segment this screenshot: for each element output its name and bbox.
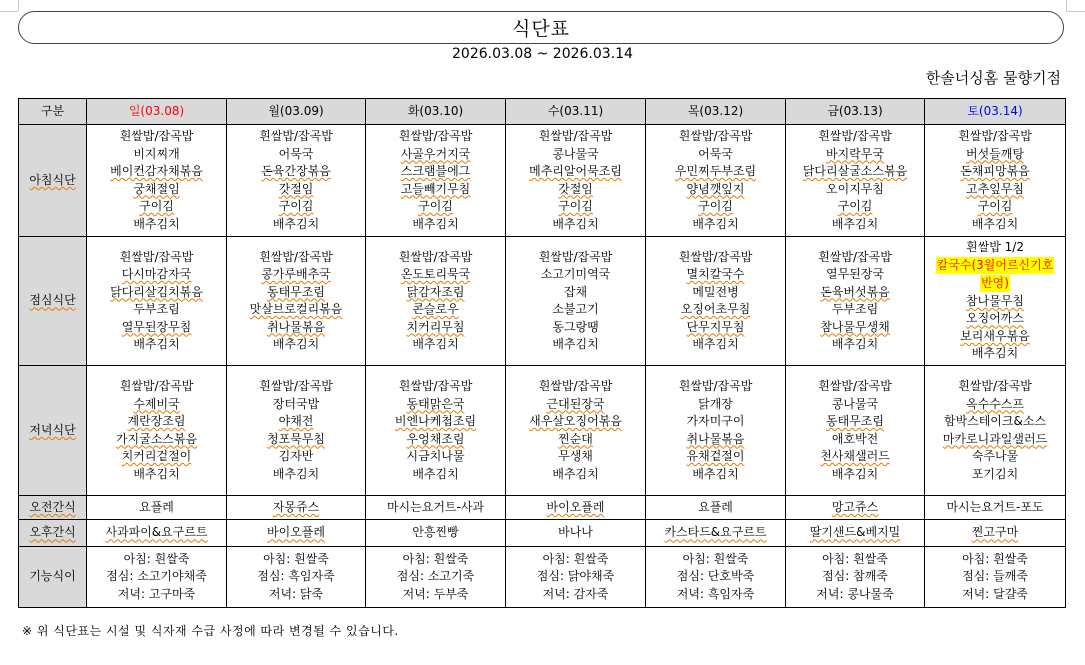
menu-item: 사골우거지국	[400, 146, 471, 161]
menu-item: 다시마감자국	[121, 267, 192, 281]
menu-item: 아침: 흰쌀죽	[263, 551, 329, 566]
menu-item: 배추김치	[552, 216, 599, 231]
menu-cell	[506, 520, 646, 547]
row-label-text: 오후간식	[29, 525, 76, 540]
menu-item: 청포묵무침	[267, 431, 325, 446]
menu-item: 맛살브로컬리볶음	[249, 302, 343, 316]
crop-mark-top-left-vertical	[18, 0, 19, 11]
menu-item: 취나물볶음	[267, 319, 325, 334]
menu-item: 바나나	[558, 525, 593, 540]
day-header: 금(03.13)	[786, 99, 925, 125]
menu-item: 흰쌀밥/잡곡밥	[958, 129, 1032, 143]
menu-item: 배추김치	[831, 216, 879, 231]
menu-item: 배추김치	[412, 337, 459, 351]
menu-item: 계란장조림	[127, 414, 186, 428]
menu-item: 흰쌀밥/잡곡밥	[259, 249, 333, 264]
menu-item: 돈채피망볶음	[960, 164, 1030, 178]
menu-item: 구이김	[558, 199, 593, 213]
menu-cell	[786, 496, 925, 520]
menu-item: 두부조림	[133, 302, 180, 316]
menu-cell	[506, 125, 646, 237]
menu-item: 흰쌀밥/잡곡밥	[818, 129, 892, 143]
menu-cell	[87, 125, 227, 237]
menu-item: 아침: 흰쌀죽	[402, 551, 469, 566]
menu-cell	[786, 547, 925, 608]
menu-cell	[87, 547, 227, 608]
menu-item: 멸치칼국수	[686, 267, 745, 281]
menu-item: 마카로니과일샐러드	[942, 431, 1048, 446]
date-range: 2026.03.08 ~ 2026.03.14	[452, 46, 633, 62]
row-label	[19, 520, 87, 547]
menu-item: 소불고기	[552, 302, 599, 316]
menu-item: 무생채	[558, 449, 593, 463]
table-row	[19, 520, 1066, 547]
menu-cell	[366, 237, 506, 366]
title-banner	[18, 11, 1064, 44]
menu-item: 함박스테이크&소스	[943, 414, 1047, 428]
menu-cell	[646, 496, 786, 520]
menu-item: 우엉채조림	[406, 431, 465, 446]
menu-cell	[646, 547, 786, 608]
menu-item: 배추김치	[552, 337, 599, 351]
menu-item: 궁채절임	[133, 181, 180, 196]
menu-item: 배추김치	[831, 466, 879, 481]
menu-item: 칼국수(3월어르신기호	[936, 257, 1054, 272]
menu-item: 시금치나물	[406, 449, 465, 463]
day-header: 수(03.11)	[506, 99, 646, 125]
menu-item: 옥수수스프	[966, 396, 1024, 411]
menu-item: 고들빼기무침	[400, 181, 471, 196]
menu-item: 요플레	[698, 499, 733, 514]
menu-item: 포기김치	[971, 466, 1019, 481]
menu-item: 흰쌀밥/잡곡밥	[398, 249, 473, 264]
menu-item: 어묵국	[698, 146, 733, 161]
menu-item: 저녁: 콩나물죽	[816, 586, 894, 601]
menu-cell	[646, 237, 786, 366]
menu-cell	[87, 520, 227, 547]
menu-item: 배추김치	[412, 466, 459, 481]
menu-item: 근대된장국	[546, 396, 605, 411]
table-row	[19, 547, 1066, 608]
menu-item: 찐고구마	[971, 525, 1019, 540]
menu-cell	[925, 520, 1066, 547]
menu-item: 버섯들깨탕	[966, 146, 1024, 161]
menu-item: 흰쌀밥/잡곡밥	[259, 379, 333, 393]
menu-cell	[646, 366, 786, 496]
footnote: ※ 위 식단표는 시설 및 식자재 수급 사정에 따라 변경될 수 있습니다.	[22, 624, 399, 638]
menu-item: 베이컨감자채볶음	[110, 164, 203, 178]
crop-mark-top-right-vertical	[1066, 0, 1067, 11]
menu-item: 돈육간장볶음	[261, 164, 331, 178]
meal-schedule-table	[18, 98, 1066, 608]
menu-item: 구이김	[837, 199, 873, 213]
menu-item: 콘슬로우	[412, 302, 459, 316]
menu-item: 애호박전	[831, 431, 879, 446]
crop-mark-top-right-horizontal	[1066, 11, 1085, 12]
menu-item: 딸기샌드&베지밀	[809, 525, 901, 540]
menu-item: 저녁: 고구마죽	[117, 586, 196, 601]
menu-item: 두부조림	[831, 302, 879, 316]
menu-cell	[506, 366, 646, 496]
menu-item: 닭다리살김치볶음	[110, 284, 203, 299]
menu-cell	[646, 125, 786, 237]
menu-cell	[227, 366, 366, 496]
menu-item: 흰쌀밥/잡곡밥	[119, 379, 194, 393]
menu-item: 흰쌀밥/잡곡밥	[398, 129, 473, 143]
menu-item: 구이김	[698, 199, 733, 213]
menu-item: 가자미구이	[686, 414, 745, 428]
menu-item: 콩나물국	[552, 146, 599, 161]
menu-item: 배추김치	[133, 216, 180, 231]
menu-item: 오이지무침	[826, 181, 884, 196]
menu-item: 보리새우볶음	[960, 328, 1030, 343]
menu-cell	[925, 496, 1066, 520]
menu-item: 배추김치	[272, 337, 320, 351]
menu-item: 흰쌀밥/잡곡밥	[119, 249, 194, 264]
menu-item: 동태무조림	[267, 284, 325, 299]
menu-item: 사과파이&요구르트	[105, 525, 208, 540]
menu-item: 닭감자조림	[406, 284, 465, 299]
row-label	[19, 366, 87, 496]
row-label	[19, 547, 87, 608]
menu-item: 흰쌀밥/잡곡밥	[259, 129, 333, 143]
menu-cell	[506, 547, 646, 608]
menu-item: 흰쌀밥/잡곡밥	[538, 379, 613, 393]
menu-item: 동태무조림	[826, 414, 884, 428]
menu-item: 치커리무침	[406, 319, 465, 334]
day-header: 토(03.14)	[925, 99, 1066, 125]
day-header: 화(03.10)	[366, 99, 506, 125]
menu-item: 배추김치	[971, 216, 1019, 231]
menu-item: 스크램블에그	[400, 164, 471, 178]
menu-item: 배추김치	[272, 216, 320, 231]
menu-item: 구이김	[418, 199, 453, 213]
menu-item: 메밀전병	[692, 284, 739, 299]
day-header: 일(03.08)	[87, 99, 227, 125]
menu-item: 바지락무국	[826, 146, 884, 161]
menu-cell	[366, 496, 506, 520]
menu-cell	[87, 237, 227, 366]
table-row	[19, 496, 1066, 520]
menu-item: 흰쌀밥/잡곡밥	[678, 249, 753, 264]
menu-item: 저녁: 닭죽	[268, 586, 324, 601]
menu-cell	[786, 520, 925, 547]
menu-item: 갓절임	[558, 181, 593, 196]
menu-item: 흰쌀밥/잡곡밥	[678, 379, 753, 393]
menu-item: 콩나물국	[831, 396, 879, 411]
menu-item: 찐순대	[558, 431, 593, 446]
row-label-text: 오전간식	[29, 499, 76, 514]
menu-item: 새우살오징어볶음	[529, 414, 622, 428]
menu-item: 수제비국	[133, 396, 180, 411]
menu-item: 야채전	[278, 414, 314, 428]
menu-cell	[366, 366, 506, 496]
menu-item: 비엔나케첩조림	[394, 414, 477, 428]
menu-item: 아침: 흰쌀죽	[542, 551, 609, 566]
menu-item: 배추김치	[692, 216, 739, 231]
menu-item: 동그랑땡	[552, 319, 599, 334]
menu-item: 흰쌀밥/잡곡밥	[119, 129, 194, 143]
row-label-text: 점심식단	[29, 293, 76, 308]
table-row	[19, 125, 1066, 237]
menu-item: 망고쥬스	[831, 499, 879, 514]
menu-cell	[366, 547, 506, 608]
menu-item: 저녁: 감자죽	[542, 586, 609, 601]
menu-item: 구이김	[278, 199, 314, 213]
menu-cell	[925, 366, 1066, 496]
menu-item: 마시는요거트-사과	[386, 499, 485, 514]
menu-item: 바이오플레	[267, 525, 325, 540]
menu-item: 배추김치	[971, 346, 1019, 361]
menu-item: 점심: 닭야채죽	[536, 569, 615, 584]
row-label	[19, 237, 87, 366]
menu-cell	[925, 547, 1066, 608]
menu-cell	[506, 237, 646, 366]
menu-item: 열무된장국	[826, 267, 884, 281]
menu-item: 카스타드&요구르트	[664, 525, 767, 540]
menu-item: 고추잎무침	[966, 181, 1024, 196]
day-header: 월(03.09)	[227, 99, 366, 125]
day-header: 목(03.12)	[646, 99, 786, 125]
menu-item: 메추리알어묵조림	[529, 164, 622, 178]
menu-item: 배추김치	[831, 337, 879, 351]
menu-item: 점심: 소고기야채죽	[106, 569, 207, 584]
menu-item: 온도토리묵국	[400, 267, 471, 281]
menu-item: 잡채	[563, 284, 588, 299]
row-label	[19, 496, 87, 520]
menu-item: 흰쌀밥/잡곡밥	[818, 249, 892, 264]
header-row	[19, 99, 1066, 125]
menu-item: 배추김치	[133, 337, 180, 351]
row-label-text: 아침식단	[29, 172, 76, 187]
menu-item: 비지찌개	[133, 146, 180, 161]
menu-item: 배추김치	[133, 466, 180, 481]
menu-cell	[506, 496, 646, 520]
menu-item: 갓절임	[278, 181, 314, 196]
menu-item: 배추김치	[272, 466, 320, 481]
menu-item: 점심: 소고기죽	[396, 569, 475, 584]
table-row	[19, 366, 1066, 496]
menu-item: 단무지무침	[686, 319, 745, 334]
menu-item: 참나물무침	[966, 293, 1024, 308]
menu-item: 흰쌀밥 1/2	[966, 240, 1024, 255]
menu-item: 안흥찐빵	[412, 525, 459, 540]
menu-item: 흰쌀밥/잡곡밥	[818, 379, 892, 393]
menu-item: 소고기미역국	[540, 267, 611, 281]
menu-item: 흰쌀밥/잡곡밥	[538, 249, 613, 264]
menu-cell	[786, 125, 925, 237]
row-label-text: 기능식이	[29, 569, 76, 584]
menu-item: 흰쌀밥/잡곡밥	[538, 129, 613, 143]
menu-item: 마시는요거트-포도	[946, 499, 1044, 514]
menu-item: 반영)	[981, 275, 1009, 290]
menu-item: 천사채샐러드	[820, 449, 890, 463]
menu-item: 아침: 흰쌀죽	[682, 551, 749, 566]
menu-item: 배추김치	[692, 337, 739, 351]
menu-cell	[87, 496, 227, 520]
menu-cell	[786, 237, 925, 366]
menu-cell	[227, 125, 366, 237]
page-title: 식단표	[511, 18, 571, 40]
menu-cell	[366, 125, 506, 237]
menu-item: 구이김	[977, 199, 1013, 213]
menu-item: 동태맑은국	[406, 396, 465, 411]
menu-item: 콩가루배추국	[261, 267, 331, 281]
crop-mark-top-left-horizontal	[0, 11, 18, 12]
menu-cell	[925, 237, 1066, 366]
menu-item: 아침: 흰쌀죽	[123, 551, 190, 566]
menu-item: 어묵국	[278, 146, 314, 161]
menu-item: 가지굴소스볶음	[115, 431, 198, 446]
menu-item: 아침: 흰쌀죽	[822, 551, 888, 566]
menu-item: 양념깻잎지	[686, 181, 745, 196]
menu-item: 저녁: 달걀죽	[962, 586, 1028, 601]
menu-cell	[227, 237, 366, 366]
menu-item: 점심: 들깨죽	[962, 569, 1028, 584]
menu-item: 요플레	[139, 499, 174, 514]
menu-cell	[227, 547, 366, 608]
menu-item: 열무된장무침	[121, 319, 192, 334]
menu-item: 오징어까스	[966, 311, 1024, 326]
menu-item: 흰쌀밥/잡곡밥	[678, 129, 753, 143]
menu-item: 배추김치	[552, 466, 599, 481]
table-row	[19, 237, 1066, 366]
menu-item: 취나물볶음	[686, 431, 745, 446]
menu-cell	[366, 520, 506, 547]
row-label-text: 저녁식단	[29, 422, 76, 437]
menu-item: 바이오플레	[546, 499, 605, 514]
menu-item: 돈육버섯볶음	[820, 284, 890, 299]
menu-item: 닭다리살굴소스볶음	[802, 164, 908, 178]
menu-item: 흰쌀밥/잡곡밥	[398, 379, 473, 393]
menu-item: 장터국밥	[272, 396, 320, 411]
menu-cell	[925, 125, 1066, 237]
menu-item: 저녁: 흑임자죽	[676, 586, 755, 601]
corner-header: 구분	[19, 99, 87, 125]
menu-item: 치커리겉절이	[121, 449, 192, 463]
menu-item: 자몽쥬스	[272, 499, 320, 514]
menu-item: 아침: 흰쌀죽	[962, 551, 1028, 566]
menu-item: 유채겉절이	[686, 449, 745, 463]
row-label	[19, 125, 87, 237]
menu-cell	[227, 496, 366, 520]
menu-item: 점심: 흑임자죽	[257, 569, 335, 584]
organization-name: 한솔너싱홈 물향기점	[925, 69, 1061, 87]
menu-item: 점심: 단호박죽	[676, 569, 755, 584]
menu-item: 닭개장	[698, 396, 733, 411]
menu-cell	[227, 520, 366, 547]
menu-cell	[646, 520, 786, 547]
menu-item: 점심: 참깨죽	[822, 569, 888, 584]
menu-item: 숙주나물	[971, 449, 1019, 463]
menu-item: 오징어초무침	[680, 302, 751, 316]
menu-cell	[87, 366, 227, 496]
menu-item: 저녁: 두부죽	[402, 586, 469, 601]
menu-item: 김자반	[278, 449, 314, 463]
menu-item: 구이김	[139, 199, 174, 213]
menu-item: 흰쌀밥/잡곡밥	[958, 379, 1032, 393]
menu-item: 배추김치	[412, 216, 459, 231]
menu-item: 배추김치	[692, 466, 739, 481]
menu-item: 우민찌두부조림	[674, 164, 757, 178]
menu-item: 참나물무생채	[820, 319, 890, 334]
menu-cell	[786, 366, 925, 496]
